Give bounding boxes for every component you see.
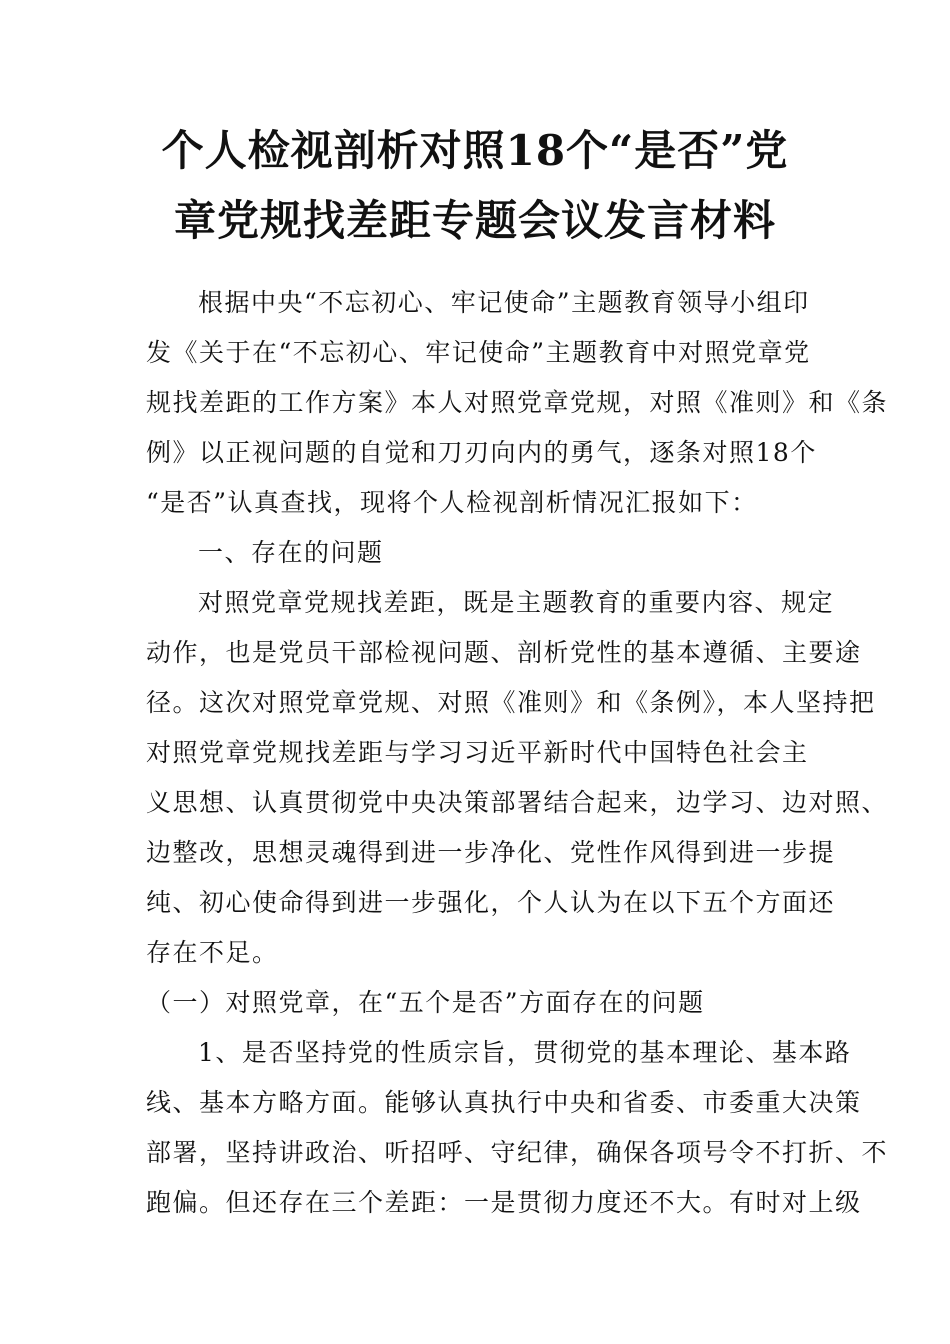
section-heading: 一、存在的问题 [198,538,384,567]
paragraph-line: 存在不足。 [146,938,279,967]
paragraph-line: 线、基本方略方面。能够认真执行中央和省委、市委重大决策 [146,1088,862,1117]
paragraph-line: 动作，也是党员干部检视问题、剖析党性的基本遵循、主要途 [146,638,862,667]
paragraph-line: 对照党章党规找差距与学习习近平新时代中国特色社会主 [146,738,809,767]
paragraph-line: 对照党章党规找差距，既是主题教育的重要内容、规定 [198,588,835,617]
paragraph-line: “是否”认真查找，现将个人检视剖析情况汇报如下： [146,488,758,517]
paragraph-line: 纯、初心使命得到进一步强化，个人认为在以下五个方面还 [146,888,836,917]
paragraph-line: 规找差距的工作方案》本人对照党章党规，对照《准则》和《条 [146,388,889,417]
paragraph-line: 1、是否坚持党的性质宗旨，贯彻党的基本理论、基本路 [198,1038,852,1067]
paragraph-line: 边整改，思想灵魂得到进一步净化、党性作风得到进一步提 [146,838,836,867]
paragraph-line: 部署，坚持讲政治、听招呼、守纪律，确保各项号令不打折、不 [146,1138,889,1167]
subsection-heading: （一）对照党章，在“五个是否”方面存在的问题 [146,988,705,1017]
paragraph-line: 径。这次对照党章党规、对照《准则》和《条例》，本人坚持把 [146,688,876,717]
paragraph-line: 例》以正视问题的自觉和刀刃向内的勇气，逐条对照18个 [146,438,817,467]
document-title-line-2: 章党规找差距专题会议发言材料 [173,196,776,245]
document-title-line-1: 个人检视剖析对照18个“是否”党 [161,126,789,175]
paragraph-line: 发《关于在“不忘初心、牢记使命”主题教育中对照党章党 [146,338,811,367]
paragraph-line: 义思想、认真贯彻党中央决策部署结合起来，边学习、边对照、 [146,788,889,817]
paragraph-line: 跑偏。但还存在三个差距：一是贯彻力度还不大。有时对上级 [146,1188,862,1217]
paragraph-line: 根据中央“不忘初心、牢记使命”主题教育领导小组印 [198,288,810,317]
